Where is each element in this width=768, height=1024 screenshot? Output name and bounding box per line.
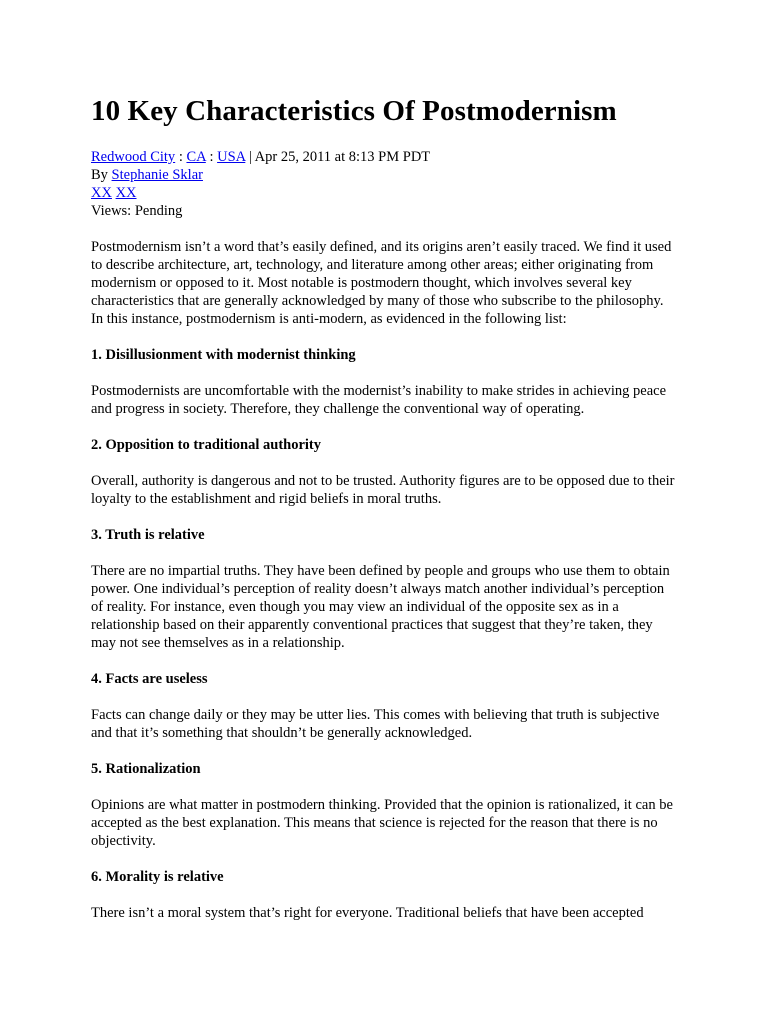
section-body: There are no impartial truths. They have been defined by people and groups who use them to obtain power. One individual’s perception of reality doesn’t always match another individual’s perception of reality. For instance, even though you may view an individual of the opposite sex as in a relationship based on their apparently conventional practices that suggest that they’re taken, they may not see themselves as in a relationship. [91, 563, 670, 651]
location-line [91, 148, 678, 166]
tag-link[interactable]: XX [91, 185, 112, 201]
section-heading: 3. Truth is relative [91, 527, 205, 543]
section-heading: 5. Rationalization [91, 761, 201, 777]
byline-prefix: By [91, 167, 112, 183]
tag-line [91, 184, 678, 202]
location-separator: : [175, 149, 187, 165]
article-meta [91, 148, 678, 220]
section-heading: 6. Morality is relative [91, 869, 224, 885]
intro-paragraph: Postmodernism isn’t a word that’s easily defined, and its origins aren’t easily traced. We find it used to describe architecture, art, technology, and literature among other areas; either originating from modernism or opposed to it. Most notable is postmodern thought, which involves several key characteristics that are generally acknowledged by many of those who subscribe to the philosophy. In this instance, postmodernism is anti-modern, as evidenced in the following list: [91, 239, 672, 327]
state-link[interactable]: CA [186, 149, 206, 165]
section-body: Overall, authority is dangerous and not to be trusted. Authority figures are to be opposed due to their loyalty to the establishment and rigid beliefs in moral truths. [91, 473, 675, 507]
section-body: Facts can change daily or they may be utter lies. This comes with believing that truth is subjective and that it’s something that shouldn’t be generally acknowledged. [91, 707, 660, 741]
tag-link[interactable]: XX [115, 185, 137, 201]
views-count: Views: Pending [91, 203, 183, 219]
section-body: Postmodernists are uncomfortable with the modernist’s inability to make strides in achieving peace and progress in society. Therefore, they challenge the conventional way of operating. [91, 383, 667, 417]
location-separator: : [205, 149, 218, 165]
author-link[interactable]: Stephanie Sklar [111, 167, 203, 183]
section-body: There isn’t a moral system that’s right for everyone. Traditional beliefs that have been accepted [91, 905, 644, 921]
publish-date: | Apr 25, 2011 at 8:13 PM PDT [245, 149, 431, 165]
byline [91, 166, 678, 184]
section-heading: 1. Disillusionment with modernist thinking [91, 347, 356, 363]
city-link[interactable]: Redwood City [91, 149, 176, 165]
section-heading: 2. Opposition to traditional authority [91, 437, 322, 453]
country-link[interactable]: USA [217, 149, 246, 165]
article-title: 10 Key Characteristics Of Postmodernism [91, 95, 617, 127]
section-heading: 4. Facts are useless [91, 671, 208, 687]
section-body: Opinions are what matter in postmodern thinking. Provided that the opinion is rationalized, it can be accepted as the best explanation. This means that science is rejected for the reason that there is no objectivity. [91, 797, 673, 849]
